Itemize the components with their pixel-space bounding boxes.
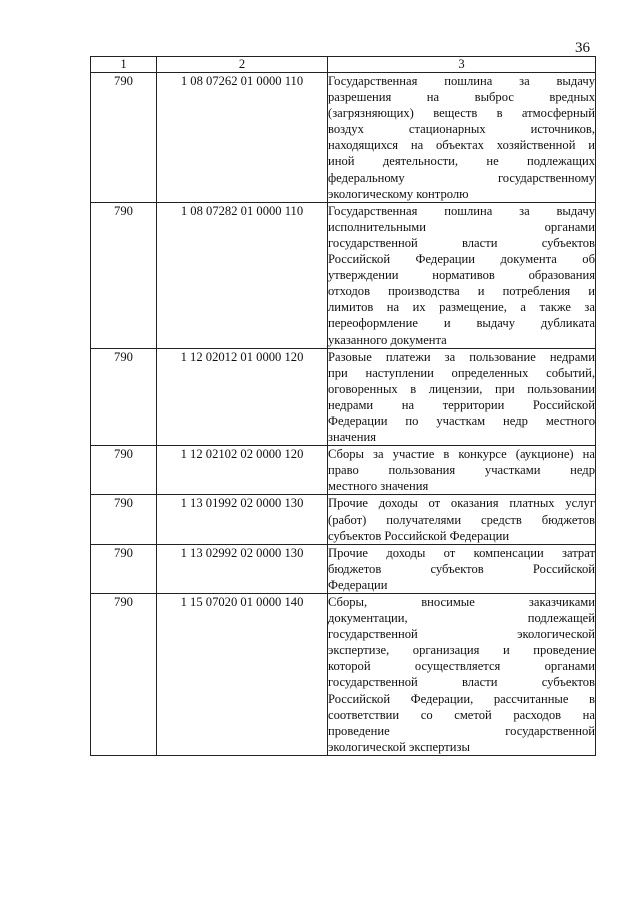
admin-code-cell: 790 xyxy=(91,495,157,544)
revenue-name-line: государственной власти субъектов xyxy=(328,235,595,250)
revenue-name-cell xyxy=(328,348,596,446)
revenue-name-line: переоформление и выдачу дубликата xyxy=(328,316,595,331)
revenue-name-line: государственной экологической xyxy=(328,627,595,642)
revenue-name-line: которой осуществляется органами xyxy=(328,659,595,674)
revenue-name-line: Российской Федерации, рассчитанные в xyxy=(328,691,595,706)
revenue-name-line: лимитов на их размещение, а также за xyxy=(328,300,595,315)
revenue-name-cell xyxy=(328,594,596,756)
table-body xyxy=(91,73,596,756)
revenue-code-cell: 1 08 07282 01 0000 110 xyxy=(157,202,328,348)
revenue-name-line: Сборы за участие в конкурсе (аукционе) на xyxy=(328,447,595,462)
revenue-name-line: Федерации xyxy=(328,577,388,592)
column-header-2: 2 xyxy=(157,57,328,73)
column-header-3: 3 xyxy=(328,57,596,73)
table-row xyxy=(91,348,596,446)
admin-code-cell: 790 xyxy=(91,544,157,593)
revenue-name-line: экологической экспертизы xyxy=(328,739,470,754)
table-row xyxy=(91,202,596,348)
page-number: 36 xyxy=(575,40,590,56)
revenue-name-line: Государственная пошлина за выдачу xyxy=(328,203,595,218)
revenue-name-line: Федерации по участкам недр местного xyxy=(328,413,595,428)
revenue-name-line: исполнительными органами xyxy=(328,219,595,234)
revenue-code-cell: 1 13 02992 02 0000 130 xyxy=(157,544,328,593)
revenue-name-line: право пользования участками недр xyxy=(328,463,595,478)
table-row xyxy=(91,495,596,544)
revenue-name-line: Российской Федерации документа об xyxy=(328,252,595,267)
revenue-code-cell: 1 13 01992 02 0000 130 xyxy=(157,495,328,544)
revenue-code-cell: 1 08 07262 01 0000 110 xyxy=(157,73,328,203)
admin-code-cell: 790 xyxy=(91,202,157,348)
table-header xyxy=(91,57,596,73)
table-row xyxy=(91,594,596,756)
revenue-name-line: (загрязняющих) веществ в атмосферный xyxy=(328,106,595,121)
revenue-name-line: Сборы, вносимые заказчиками xyxy=(328,595,595,609)
revenue-name-line: Прочие доходы от компенсации затрат xyxy=(328,545,595,560)
revenue-name-line: государственной власти субъектов xyxy=(328,675,595,690)
revenue-code-cell: 1 12 02012 01 0000 120 xyxy=(157,348,328,446)
table-row xyxy=(91,73,596,203)
revenue-name-line: отходов производства и потребления и xyxy=(328,284,595,299)
revenue-name-line: экологическому контролю xyxy=(328,186,469,201)
revenue-name-line: иной деятельности, не подлежащих xyxy=(328,154,595,169)
income-codes-table xyxy=(90,56,596,756)
revenue-name-line: значения xyxy=(328,430,376,445)
revenue-name-line: оговоренных в лицензии, при пользовании xyxy=(328,381,595,396)
revenue-name-line: экспертизе, организация и проведение xyxy=(328,643,595,658)
revenue-name-line: бюджетов субъектов Российской xyxy=(328,561,595,576)
table-row xyxy=(91,446,596,495)
revenue-name-cell xyxy=(328,544,596,593)
header-row xyxy=(91,57,596,73)
column-header-1: 1 xyxy=(91,57,157,73)
revenue-name-line: находящихся на объектах хозяйственной и xyxy=(328,138,595,153)
revenue-name-line: утверждении нормативов образования xyxy=(328,268,595,283)
revenue-name-line: местного значения xyxy=(328,479,429,494)
revenue-name-line: при наступлении определенных событий, xyxy=(328,365,595,380)
revenue-name-cell xyxy=(328,73,596,203)
revenue-name-line: недрами на территории Российской xyxy=(328,397,595,412)
revenue-name-line: разрешения на выброс вредных xyxy=(328,90,595,105)
revenue-name-line: Государственная пошлина за выдачу xyxy=(328,74,595,88)
revenue-name-line: соответствии со сметой расходов на xyxy=(328,707,595,722)
revenue-name-line: (работ) получателями средств бюджетов xyxy=(328,512,595,527)
admin-code-cell: 790 xyxy=(91,73,157,203)
admin-code-cell: 790 xyxy=(91,446,157,495)
revenue-name-cell xyxy=(328,495,596,544)
revenue-name-line: субъектов Российской Федерации xyxy=(328,528,510,543)
revenue-name-cell xyxy=(328,446,596,495)
revenue-name-line: документации, подлежащей xyxy=(328,611,595,626)
revenue-name-line: Разовые платежи за пользование недрами xyxy=(328,349,595,364)
revenue-name-line: воздух стационарных источников, xyxy=(328,122,595,137)
admin-code-cell: 790 xyxy=(91,594,157,756)
admin-code-cell: 790 xyxy=(91,348,157,446)
revenue-code-cell: 1 12 02102 02 0000 120 xyxy=(157,446,328,495)
revenue-name-line: федеральному государственному xyxy=(328,170,595,185)
revenue-name-cell xyxy=(328,202,596,348)
table-row xyxy=(91,544,596,593)
revenue-name-line: указанного документа xyxy=(328,332,447,347)
revenue-name-line: Прочие доходы от оказания платных услуг xyxy=(328,496,595,511)
revenue-name-line: проведение государственной xyxy=(328,723,595,738)
revenue-code-cell: 1 15 07020 01 0000 140 xyxy=(157,594,328,756)
